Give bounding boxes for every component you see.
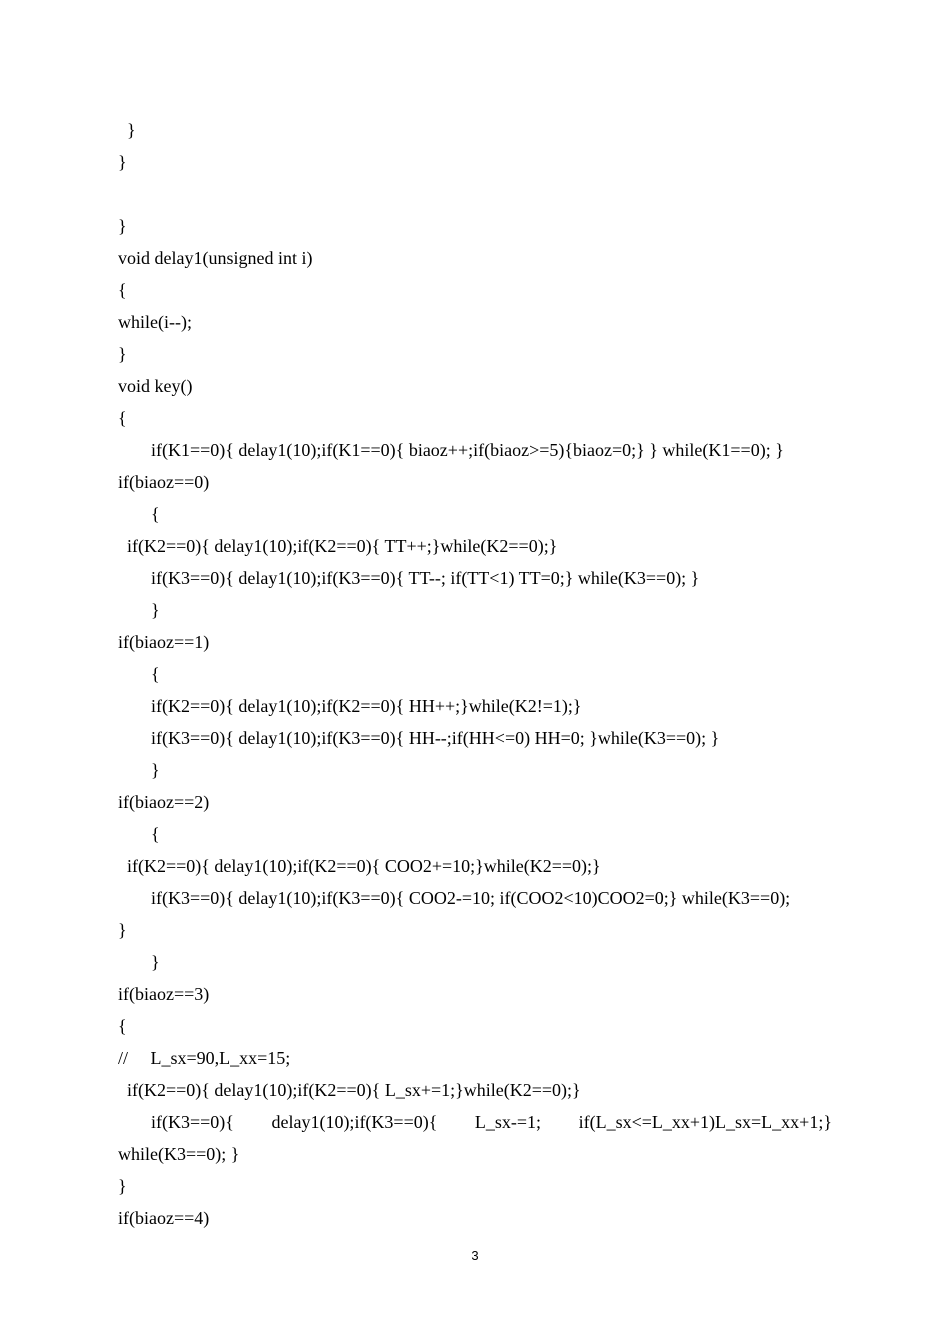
code-line: {	[151, 824, 160, 844]
code-line: if(biaoz==1)	[118, 632, 210, 652]
code-token: L_sx-=1;	[474, 1112, 542, 1132]
code-line: }	[151, 760, 160, 780]
code-line: }	[118, 920, 127, 940]
code-line: // L_sx=90,L_xx=15;	[118, 1048, 291, 1068]
code-line: {	[118, 280, 127, 300]
code-line: }	[151, 600, 160, 620]
code-line: if(K3==0){ delay1(10);if(K3==0){ COO2-=10; if(COO2<10)COO2=0;} while(K3==0);	[151, 888, 791, 908]
code-line: if(biaoz==2)	[118, 792, 210, 812]
code-token: if(L_sx<=L_xx+1)L_sx=L_xx+1;}	[578, 1112, 832, 1132]
page-number: 3	[471, 1248, 479, 1263]
code-line: while(i--);	[118, 312, 192, 332]
code-line: {	[151, 664, 160, 684]
code-line: void delay1(unsigned int i)	[118, 248, 313, 268]
code-line: }	[118, 216, 127, 236]
code-line: if(K2==0){ delay1(10);if(K2==0){ COO2+=10;}while(K2==0);}	[127, 856, 601, 876]
code-line: }	[127, 120, 136, 140]
code-line: if(K1==0){ delay1(10);if(K1==0){ biaoz++;if(biaoz>=5){biaoz=0;} } while(K1==0); }	[151, 440, 784, 460]
code-line: if(biaoz==3)	[118, 984, 210, 1004]
code-line: if(biaoz==0)	[118, 472, 210, 492]
code-line: while(K3==0); }	[118, 1144, 240, 1164]
code-token: delay1(10);if(K3==0){	[271, 1112, 438, 1132]
code-line: if(K3==0){ delay1(10);if(K3==0){ HH--;if(HH<=0) HH=0; }while(K3==0); }	[151, 728, 720, 748]
code-line: if(K2==0){ delay1(10);if(K2==0){ HH++;}while(K2!=1);}	[151, 696, 582, 716]
code-line: {	[118, 408, 127, 428]
code-line: }	[118, 1176, 127, 1196]
code-line: if(biaoz==4)	[118, 1208, 210, 1228]
code-line: if(K2==0){ delay1(10);if(K2==0){ L_sx+=1;}while(K2==0);}	[127, 1080, 581, 1100]
code-line: }	[151, 952, 160, 972]
code-line: {	[118, 1016, 127, 1036]
code-line: }	[118, 344, 127, 364]
code-line-justified	[151, 1111, 832, 1133]
code-line: }	[118, 152, 127, 172]
code-line: void key()	[118, 376, 193, 396]
code-line: if(K3==0){ delay1(10);if(K3==0){ TT--; if(TT<1) TT=0;} while(K3==0); }	[151, 568, 700, 588]
code-line: {	[151, 504, 160, 524]
code-line: if(K2==0){ delay1(10);if(K2==0){ TT++;}while(K2==0);}	[127, 536, 558, 556]
code-token: if(K3==0){	[151, 1112, 234, 1132]
